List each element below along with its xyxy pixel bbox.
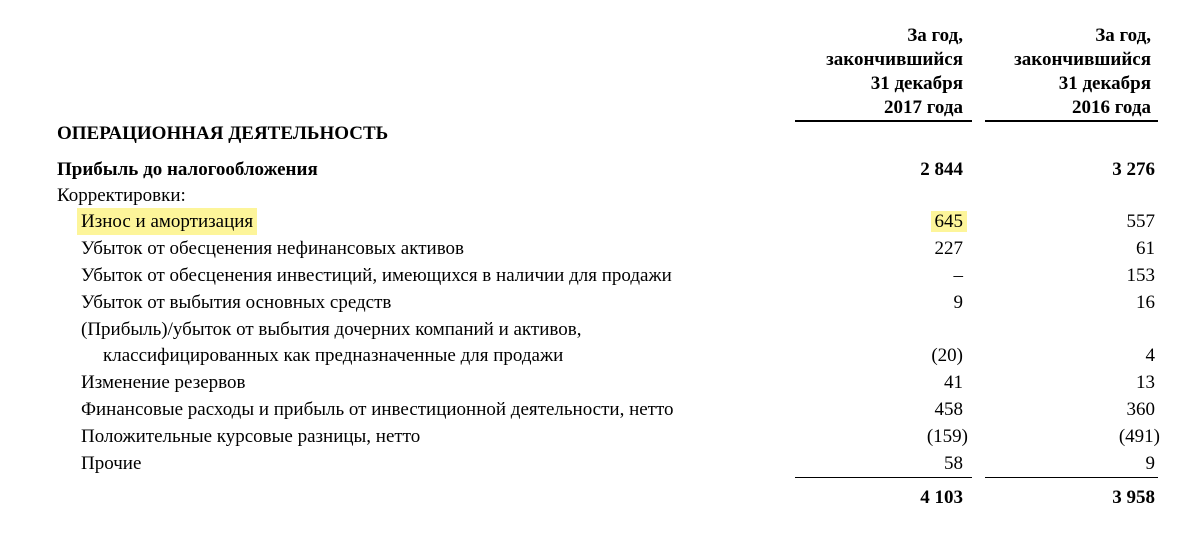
column-header-2016-line: 31 декабря: [1058, 73, 1151, 94]
value-2017: 2 844: [920, 159, 963, 180]
total-2017: 4 103: [920, 487, 963, 508]
column-header-2016: [951, 24, 1151, 120]
value-2016: 360: [1126, 399, 1155, 420]
value-2017: [803, 208, 963, 235]
row-label: Финансовые расходы и прибыль от инвестиционной деятельности, нетто: [81, 399, 674, 420]
column-header-2017-line: 2017 года: [884, 97, 963, 118]
subtotal-divider-2016: [985, 477, 1158, 478]
value-2017: (159): [926, 426, 968, 447]
row-label: Корректировки:: [57, 185, 186, 206]
row-label: классифицированных как предназначенные для продажи: [103, 345, 564, 366]
row-label: Изменение резервов: [81, 372, 246, 393]
column-header-2017: [763, 24, 963, 120]
value-2016: (491): [1118, 426, 1160, 447]
column-header-2017-line: 31 декабря: [870, 73, 963, 94]
row-label: Убыток от обесценения инвестиций, имеющихся в наличии для продажи: [81, 265, 672, 286]
value-2016: 557: [1126, 211, 1155, 232]
value-2016: 9: [1145, 453, 1155, 474]
table-row: [0, 289, 1200, 316]
section-title: ОПЕРАЦИОННАЯ ДЕЯТЕЛЬНОСТЬ: [57, 123, 389, 144]
table-row: [0, 369, 1200, 396]
value-2017: (20): [931, 345, 963, 366]
table-row: [0, 396, 1200, 423]
value-2016: 153: [1126, 265, 1155, 286]
value-2017: 227: [934, 238, 963, 259]
value-2017: 58: [944, 453, 963, 474]
column-header-2017-line: закончившийся: [826, 49, 963, 70]
table-row: [0, 450, 1200, 477]
value-2016: 61: [1136, 238, 1155, 259]
total-2016: 3 958: [1112, 487, 1155, 508]
table-row: [0, 182, 1200, 209]
value-2017-highlighted: 645: [931, 211, 968, 232]
value-2017: –: [953, 265, 963, 286]
row-label: Положительные курсовые разницы, нетто: [81, 426, 421, 447]
table-row: [0, 342, 1200, 369]
total-row: [0, 484, 1200, 511]
table-row: [0, 316, 1200, 343]
table-row: [0, 262, 1200, 289]
row-label: (Прибыль)/убыток от выбытия дочерних компаний и активов,: [81, 319, 582, 340]
column-header-2016-line: За год,: [1095, 25, 1151, 46]
column-header-2016-line: 2016 года: [1072, 97, 1151, 118]
section-title-row: [0, 120, 1200, 147]
table-row: [0, 235, 1200, 262]
value-2016: 13: [1136, 372, 1155, 393]
column-header-2016-line: закончившийся: [1014, 49, 1151, 70]
value-2017: 41: [944, 372, 963, 393]
value-2016: 16: [1136, 292, 1155, 313]
value-2016: 3 276: [1112, 159, 1155, 180]
row-label: Убыток от обесценения нефинансовых активов: [81, 238, 465, 259]
value-2016: 4: [1145, 345, 1155, 366]
row-label: Убыток от выбытия основных средств: [81, 292, 392, 313]
column-header-2017-line: За год,: [907, 25, 963, 46]
value-2017: 458: [934, 399, 963, 420]
row-label-highlighted: Износ и амортизация: [77, 208, 257, 235]
subtotal-divider-2017: [795, 477, 972, 478]
table-row-highlighted: [0, 208, 1200, 235]
table-row: [0, 156, 1200, 183]
table-row: [0, 423, 1200, 450]
value-2017: 9: [953, 292, 963, 313]
row-label: Прочие: [81, 453, 142, 474]
row-label: Прибыль до налогообложения: [57, 159, 318, 180]
